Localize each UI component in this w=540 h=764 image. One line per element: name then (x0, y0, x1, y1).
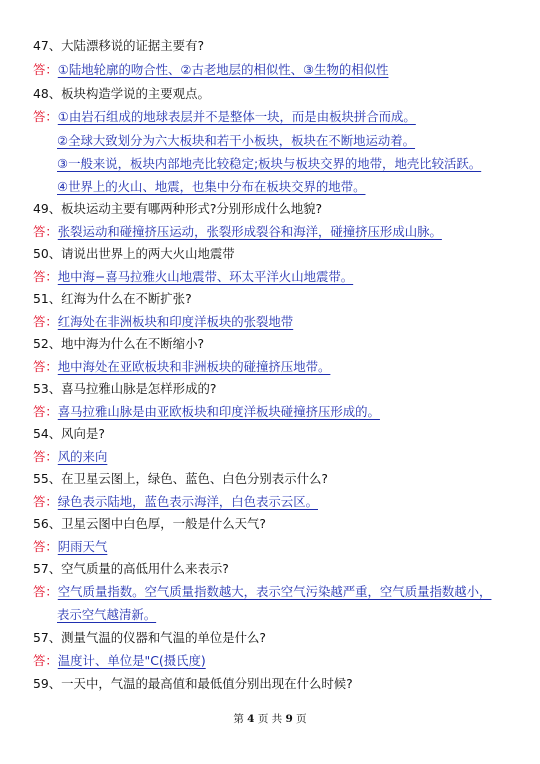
answer-label: 答： (33, 449, 58, 464)
answer-label: 答： (33, 62, 58, 77)
question-53: 53、喜马拉雅山脉是怎样形成的? (33, 381, 217, 396)
answer-label: 答： (33, 314, 58, 329)
answer-47: 答：①陆地轮廓的吻合性、②古老地层的相似性、③生物的相似性 (33, 62, 389, 77)
answer-48: 答：①由岩石组成的地球表层并不是整体一块，而是由板块拼合而成。 (33, 109, 416, 124)
answer-57b: 答：温度计、单位是"C(摄氏度) (33, 653, 206, 668)
answer-57a: 答：空气质量指数。空气质量指数越大，表示空气污染越严重，空气质量指数越小， (33, 584, 492, 599)
question-49: 49、板块运动主要有哪两种形式?分别形成什么地貌? (33, 201, 323, 216)
answer-48-line-4: ④世界上的火山、地震，也集中分布在板块交界的地带。 (57, 179, 366, 194)
question-57a: 57、空气质量的高低用什么来表示? (33, 561, 229, 576)
answer-53: 答：喜马拉雅山脉是由亚欧板块和印度洋板块碰撞挤压形成的。 (33, 404, 380, 419)
question-48: 48、板块构造学说的主要观点。 (33, 86, 210, 101)
answer-label: 答： (33, 359, 58, 374)
answer-label: 答： (33, 224, 58, 239)
answer-label: 答： (33, 584, 58, 599)
answer-55: 答：绿色表示陆地，蓝色表示海洋，白色表示云区。 (33, 494, 318, 509)
answer-48-line-2: ②全球大致划分为六大板块和若干小板块，板块在不断地运动着。 (57, 133, 416, 148)
answer-label: 答： (33, 653, 58, 668)
total-pages-number: 9 (285, 713, 293, 725)
page-footer: 第 4 页 共 9 页 (233, 713, 307, 725)
question-51: 51、红海为什么在不断扩张? (33, 291, 192, 306)
answer-48-line-3: ③一般来说，板块内部地壳比较稳定;板块与板块交界的地带，地壳比较活跃。 (57, 156, 482, 171)
answer-label: 答： (33, 404, 58, 419)
answer-54: 答：风的来向 (33, 449, 108, 464)
answer-56: 答：阴雨天气 (33, 539, 108, 554)
answer-label: 答： (33, 494, 58, 509)
current-page-number: 4 (247, 713, 255, 725)
answer-label: 答： (33, 539, 58, 554)
answer-52: 答：地中海处在亚欧板块和非洲板块的碰撞挤压地带。 (33, 359, 331, 374)
question-56: 56、卫星云图中白色厚，一般是什么天气? (33, 516, 266, 531)
answer-51: 答：红海处在非洲板块和印度洋板块的张裂地带 (33, 314, 294, 329)
answer-label: 答： (33, 109, 58, 124)
question-50: 50、请说出世界上的两大火山地震带 (33, 246, 235, 261)
answer-57a-line-2: 表示空气越清新。 (57, 607, 157, 622)
question-57b: 57、测量气温的仪器和气温的单位是什么? (33, 630, 266, 645)
answer-label: 答： (33, 269, 58, 284)
answer-50: 答：地中海−喜马拉雅火山地震带、环太平洋火山地震带。 (33, 269, 354, 284)
question-54: 54、风向是? (33, 426, 105, 441)
question-55: 55、在卫星云图上，绿色、蓝色、白色分别表示什么? (33, 471, 328, 486)
answer-49: 答：张裂运动和碰撞挤压运动，张裂形成裂谷和海洋，碰撞挤压形成山脉。 (33, 224, 442, 239)
question-47: 47、大陆漂移说的证据主要有? (33, 38, 205, 53)
question-59: 59、一天中，气温的最高值和最低值分别出现在什么时候? (33, 676, 353, 691)
question-52: 52、地中海为什么在不断缩小? (33, 336, 205, 351)
